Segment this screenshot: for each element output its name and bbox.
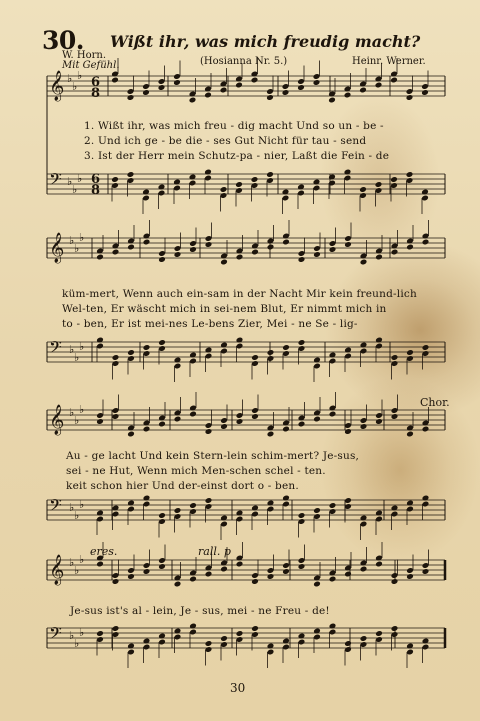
flat-icon: ♭ — [79, 498, 85, 511]
bass-clef-icon: 𝄢 — [49, 337, 62, 361]
lyric-line: to - ben, Er ist mei-nes Le-bens Zier, Mei - ne Se - lig- — [62, 318, 358, 330]
note-head — [267, 244, 275, 251]
note-head — [251, 413, 259, 420]
note-head — [328, 97, 336, 104]
note-head — [360, 423, 368, 430]
note-head — [298, 256, 306, 263]
note-head — [236, 418, 244, 425]
note-head — [313, 581, 321, 588]
time-signature-numerator: 6 — [91, 75, 101, 90]
note-head — [375, 254, 383, 261]
note-head — [158, 339, 166, 346]
note-head — [329, 246, 337, 253]
note-head — [96, 561, 104, 568]
note-head — [421, 89, 429, 96]
note-head — [143, 344, 151, 351]
note-head — [391, 625, 399, 632]
note-head — [158, 256, 166, 263]
note-head — [406, 244, 414, 251]
note-head — [111, 77, 119, 84]
note-head — [298, 339, 306, 346]
note-head — [267, 349, 275, 356]
note-head — [282, 568, 290, 575]
note-head — [344, 571, 352, 578]
note-head — [189, 411, 197, 418]
note-head — [220, 186, 228, 193]
note-head — [375, 418, 383, 425]
note-head — [282, 426, 290, 433]
flat-icon: ♭ — [69, 343, 75, 356]
note-head — [235, 181, 243, 188]
note-head — [375, 181, 383, 188]
note-head — [282, 344, 290, 351]
note-head — [298, 421, 306, 428]
note-head — [112, 413, 120, 420]
lyric-line: Je-sus ist's al - lein, Je - sus, mei - ne Freu - de! — [70, 605, 330, 617]
note-head — [189, 97, 197, 104]
note-head — [220, 635, 228, 642]
bass-clef-icon: 𝄢 — [49, 495, 62, 519]
flat-icon: ♭ — [74, 509, 80, 522]
note-head — [220, 566, 228, 573]
note-head — [406, 349, 414, 356]
lyric-line: sei - ne Hut, Wenn mich Men-schen schel - ten. — [66, 465, 326, 477]
lyric-line: küm-mert, Wenn auch ein-sam in der Nacht Mir kein freund-lich — [62, 288, 417, 300]
note-head — [359, 87, 367, 94]
flat-icon: ♭ — [69, 629, 75, 642]
lyric-line: 2. Und ich ge - be die - ses Gut Nicht für tau - send — [84, 135, 367, 147]
lyric-line: 1. Wißt ihr, was mich freu - dig macht Und so un - be - — [84, 120, 384, 132]
note-head — [298, 512, 306, 519]
note-head — [158, 421, 166, 428]
note-head — [329, 502, 337, 509]
note-head — [158, 84, 166, 91]
note-head — [282, 239, 290, 246]
note-head — [344, 241, 352, 248]
note-head — [205, 241, 213, 248]
note-head — [406, 431, 414, 438]
note-head — [406, 171, 414, 178]
note-head — [375, 630, 383, 637]
flat-icon: ♭ — [74, 637, 80, 650]
note-head — [143, 568, 151, 575]
note-head — [235, 82, 243, 89]
note-head — [189, 502, 197, 509]
note-head — [127, 431, 135, 438]
flat-icon: ♭ — [79, 340, 85, 353]
note-head — [174, 507, 182, 514]
note-head — [251, 354, 259, 361]
expression-marking: eres. — [90, 545, 118, 558]
arranger-credit: Heinr. Werner. — [352, 56, 426, 67]
note-head — [313, 79, 321, 86]
bass-clef-icon: 𝄢 — [49, 623, 62, 647]
note-head — [127, 244, 135, 251]
note-head — [112, 249, 120, 256]
flat-icon: ♭ — [69, 556, 75, 569]
note-head — [298, 563, 306, 570]
time-signature-denominator: 8 — [91, 86, 101, 101]
flat-icon: ♭ — [72, 183, 78, 196]
note-head — [251, 578, 259, 585]
note-head — [313, 251, 321, 258]
note-head — [390, 77, 398, 84]
note-head — [282, 89, 290, 96]
note-head — [143, 426, 151, 433]
note-head — [96, 254, 104, 261]
hymn-number: 30. — [42, 26, 84, 55]
note-head — [204, 92, 212, 99]
note-head — [127, 349, 135, 356]
note-head — [344, 92, 352, 99]
note-head — [359, 186, 367, 193]
lyric-line: keit schon hier Und der-einst dort o - ben. — [66, 480, 299, 492]
note-head — [220, 423, 228, 430]
note-head — [267, 431, 275, 438]
note-head — [174, 416, 182, 423]
note-head — [391, 249, 399, 256]
note-head — [313, 416, 321, 423]
bass-clef-icon: 𝄢 — [49, 169, 62, 193]
note-head — [205, 571, 213, 578]
note-head — [406, 573, 414, 580]
note-head — [266, 171, 274, 178]
treble-clef-icon: 𝄞 — [49, 71, 65, 101]
flat-icon: ♭ — [77, 172, 83, 185]
note-head — [251, 176, 259, 183]
note-head — [251, 77, 259, 84]
note-head — [391, 354, 399, 361]
note-head — [143, 239, 151, 246]
note-head — [205, 497, 213, 504]
note-head — [360, 259, 368, 266]
hymn-title: Wißt ihr, was mich freudig macht? — [110, 32, 421, 51]
note-head — [112, 354, 120, 361]
note-head — [127, 171, 135, 178]
note-head — [406, 94, 414, 101]
lyric-line: Wel-ten, Er wäscht mich in sei-nem Blut, Er nimmt mich in — [62, 303, 387, 315]
note-head — [158, 563, 166, 570]
note-head — [127, 573, 135, 580]
hymn-source: (Hosianna Nr. 5.) — [200, 56, 288, 67]
note-head — [360, 635, 368, 642]
flat-icon: ♭ — [79, 626, 85, 639]
lyric-line: Au - ge lacht Und kein Stern-lein schim-mert? Je-sus, — [66, 450, 360, 462]
note-head — [267, 573, 275, 580]
note-head — [205, 428, 213, 435]
note-head — [142, 89, 150, 96]
flat-icon: ♭ — [69, 501, 75, 514]
flat-icon: ♭ — [74, 564, 80, 577]
note-head — [236, 254, 244, 261]
flat-icon: ♭ — [69, 234, 75, 247]
treble-clef-icon: 𝄞 — [49, 233, 65, 263]
note-head — [158, 512, 166, 519]
flat-icon: ♭ — [79, 553, 85, 566]
note-head — [220, 87, 228, 94]
flat-icon: ♭ — [74, 242, 80, 255]
flat-icon: ♭ — [69, 406, 75, 419]
note-head — [251, 625, 259, 632]
note-head — [297, 84, 305, 91]
flat-icon: ♭ — [72, 80, 78, 93]
note-head — [174, 251, 182, 258]
note-head — [189, 576, 197, 583]
note-head — [375, 561, 383, 568]
flat-icon: ♭ — [79, 231, 85, 244]
note-head — [205, 640, 213, 647]
flat-icon: ♭ — [67, 72, 73, 85]
treble-clef-icon: 𝄞 — [49, 405, 65, 435]
note-head — [251, 249, 259, 256]
note-head — [189, 246, 197, 253]
note-head — [422, 426, 430, 433]
flat-icon: ♭ — [67, 175, 73, 188]
note-head — [391, 413, 399, 420]
flat-icon: ♭ — [74, 414, 80, 427]
note-head — [112, 625, 120, 632]
lyric-line: 3. Ist der Herr mein Schutz-pa - nier, Laßt die Fein - de — [84, 150, 390, 162]
note-head — [391, 578, 399, 585]
note-head — [360, 566, 368, 573]
treble-clef-icon: 𝄞 — [49, 555, 65, 585]
note-head — [127, 94, 135, 101]
note-head — [313, 507, 321, 514]
page-number: 30 — [230, 681, 246, 695]
composer-credit: W. Horn. — [62, 50, 107, 61]
note-head — [390, 176, 398, 183]
note-head — [266, 94, 274, 101]
flat-icon: ♭ — [74, 351, 80, 364]
note-head — [96, 418, 104, 425]
flat-icon: ♭ — [79, 403, 85, 416]
note-head — [329, 411, 337, 418]
note-head — [422, 568, 430, 575]
time-signature-denominator: 8 — [91, 183, 101, 198]
note-head — [329, 576, 337, 583]
note-head — [173, 79, 181, 86]
time-signature-numerator: 6 — [91, 172, 101, 187]
note-head — [220, 259, 228, 266]
flat-icon: ♭ — [77, 69, 83, 82]
chorus-label: Chor. — [420, 396, 450, 409]
note-head — [236, 561, 244, 568]
note-head — [112, 578, 120, 585]
note-head — [236, 630, 244, 637]
tempo-marking: Mit Gefühl. — [62, 60, 120, 71]
note-head — [111, 176, 119, 183]
note-head — [344, 640, 352, 647]
note-head — [422, 239, 430, 246]
note-head — [375, 82, 383, 89]
note-head — [174, 581, 182, 588]
note-head — [96, 630, 104, 637]
expression-marking: rall. p — [198, 545, 231, 558]
note-head — [422, 344, 430, 351]
